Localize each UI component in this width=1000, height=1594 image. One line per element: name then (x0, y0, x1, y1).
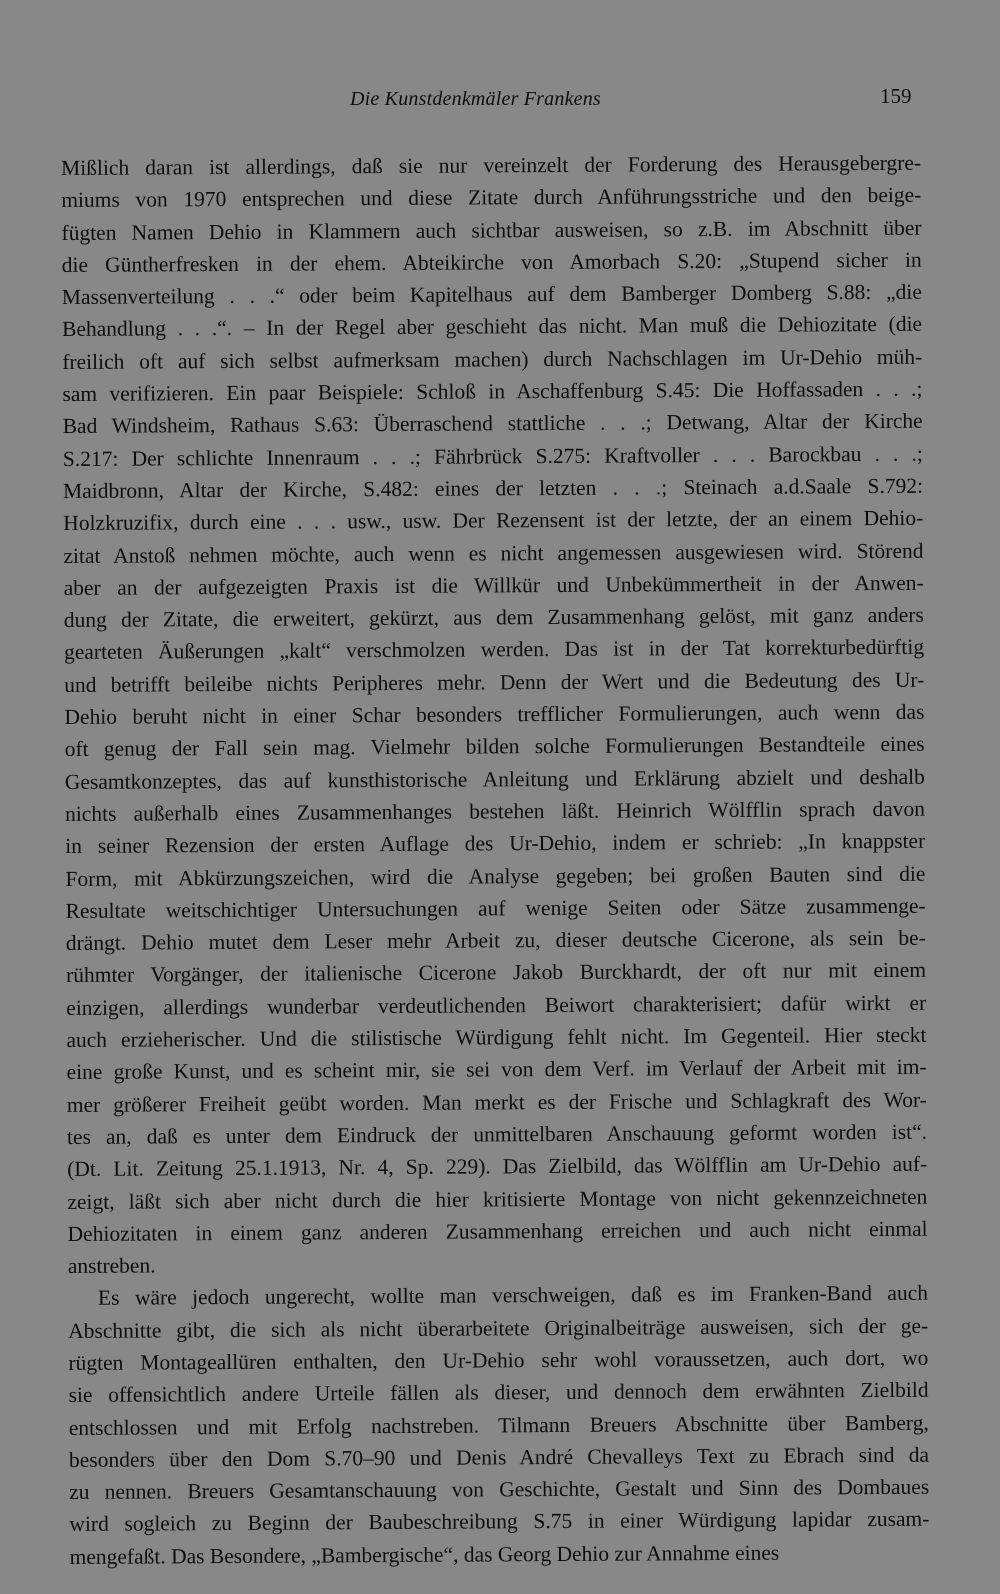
paragraph (61, 147, 928, 1283)
text-line: Bad Windsheim, Rathaus S.63: Überraschend stattliche . . .; Detwang, Altar der Kirche (62, 409, 923, 439)
text-line: zitat Anstoß nehmen möchte, auch wenn es nicht angemessen ausgewiesen wird. Störend (63, 538, 924, 568)
text-line: sam verifizieren. Ein paar Beispiele: Schloß in Aschaffenburg S.45: Die Hoffassaden . . .; (62, 376, 923, 407)
text-line: zeigt, läßt sich aber nicht durch die hier kritisierte Montage von nicht gekennzeichneten (67, 1184, 928, 1214)
text-line: Behandlung . . .“. – In der Regel aber geschieht das nicht. Man muß die Dehiozitate (die (62, 312, 923, 342)
text-line: Mißlich daran ist allerdings, daß sie nur vereinzelt der Forderung des Herausgebergre- (61, 150, 922, 180)
text-line: anstreben. (67, 1253, 156, 1279)
text-line: rühmter Vorgänger, der italienische Cicerone Jakob Burckhardt, der oft nur mit einem (65, 958, 927, 988)
text-line: aber an der aufgezeigten Praxis ist die Willkür und Unbekümmertheit in der Anwen- (63, 570, 924, 600)
text-line: Massenverteilung . . .“ oder beim Kapitelhaus auf dem Bamberger Domberg S.88: „die (61, 279, 922, 310)
text-line: und betrifft beileibe nichts Peripheres mehr. Denn der Wert und die Bedeutung des Ur- (64, 667, 925, 697)
text-line: drängt. Dehio mutet dem Leser mehr Arbeit zu, dieser deutsche Cicerone, als sein be- (65, 925, 926, 956)
text-line: Es wäre jedoch ungerecht, wollte man verschweigen, daß es im Franken-Band auch (97, 1281, 929, 1311)
text-line: Abschnitte gibt, die sich als nicht überarbeitete Originalbeiträge ausweisen, sich der ge- (68, 1313, 929, 1343)
text-line: S.217: Der schlichte Innenraum . . .; Fährbrück S.275: Kraftvoller . . . Barockbau . . .; (62, 441, 923, 471)
text-line: gearteten Äußerungen „kalt“ verschmolzen werden. Das ist in der Tat korrekturbedürftig (63, 635, 925, 665)
text-line: miums von 1970 entsprechen und diese Zitate durch Anführungsstriche und den beige- (61, 183, 922, 213)
text-line: mengefaßt. Das Besondere, „Bambergische“, das Georg Dehio zur Annahme eines (69, 1540, 780, 1569)
text-line: einzigen, allerdings wunderbar verdeutlichenden Beiwort charakterisiert; dafür wirkt er (66, 990, 927, 1020)
text-line: Dehio beruht nicht in einer Schar besonders trefflicher Formulierungen, auch wenn das (64, 699, 925, 730)
text-line: besonders über den Dom S.70–90 und Denis André Chevalleys Text zu Ebrach sind da (68, 1442, 930, 1472)
text-line: fügten Namen Dehio in Klammern auch sichtbar ausweisen, so z.B. im Abschnitt über (61, 215, 922, 245)
text-line: (Dt. Lit. Zeitung 25.1.1913, Nr. 4, Sp. 229). Das Zielbild, das Wölfflin am Ur-Dehio auf- (67, 1151, 928, 1182)
text-line: in seiner Rezension der ersten Auflage des Ur-Dehio, indem er schrieb: „In knappster (65, 828, 926, 859)
text-line: nichts außerhalb eines Zusammenhanges bestehen läßt. Heinrich Wölfflin sprach davon (64, 796, 926, 826)
text-line: sie offensichtlich andere Urteile fällen als dieser, und dennoch dem erwähnten Zielbild (68, 1378, 929, 1408)
text-line: rügten Montageallüren enthalten, den Ur-Dehio sehr wohl voraussetzen, auch dort, wo (68, 1345, 929, 1375)
running-title: Die Kunstdenkmäler Frankens (350, 88, 601, 110)
text-line: Form, mit Abkürzungszeichen, wird die Analyse gegeben; bei großen Bauten sind die (65, 861, 926, 891)
text-line: oft genug der Fall sein mag. Vielmehr bilden solche Formulierungen Bestandteile eines (64, 732, 925, 762)
page-number: 159 (880, 84, 912, 108)
text-line: entschlossen und mit Erfolg nachstreben. Tilmann Breuers Abschnitte über Bamberg, (68, 1410, 929, 1440)
paragraph (68, 1277, 930, 1573)
text-line: die Güntherfresken in der ehem. Abteikirche von Amorbach S.20: „Stupend sicher in (61, 247, 922, 277)
text-line: tes an, daß es unter dem Eindruck der unmittelbaren Anschauung geformt worden ist“. (66, 1119, 928, 1149)
text-line: eine große Kunst, und es scheint mir, sie sei von dem Verf. im Verlauf der Arbeit mit im- (66, 1055, 927, 1085)
text-line: zu nennen. Breuers Gesamtanschauung von Geschichte, Gestalt und Sinn des Dombaues (69, 1474, 930, 1505)
text-line: mer größerer Freiheit geübt worden. Man merkt es der Frische und Schlagkraft des Wor- (66, 1087, 927, 1117)
body-text (61, 147, 930, 1573)
text-line: Gesamtkonzeptes, das auf kunsthistorische Anleitung und Erklärung abzielt und deshalb (64, 764, 925, 794)
text-line: dung der Zitate, die erweitert, gekürzt, aus dem Zusammenhang gelöst, mit ganz anders (63, 602, 924, 633)
text-line: wird sogleich zu Beginn der Baubeschreibung S.75 in einer Würdigung lapidar zusam- (69, 1507, 930, 1537)
text-line: Holzkruzifix, durch eine . . . usw., usw. Der Rezensent ist der letzte, der an einem Dehio- (63, 506, 924, 536)
text-line: Dehiozitaten in einem ganz anderen Zusammenhang erreichen und auch nicht einmal (67, 1216, 928, 1246)
text-line: Maidbronn, Altar der Kirche, S.482: eines der letzten . . .; Steinach a.d.Saale S.792: (62, 473, 924, 503)
text-line: freilich oft auf sich selbst aufmerksam machen) durch Nachschlagen im Ur-Dehio müh- (62, 344, 923, 374)
text-line: Resultate weitschichtiger Untersuchungen auf wenige Seiten oder Sätze zusammenge- (65, 893, 926, 923)
text-line: auch erzieherischer. Und die stilistische Würdigung fehlt nicht. Im Gegenteil. Hier steckt (66, 1022, 927, 1052)
